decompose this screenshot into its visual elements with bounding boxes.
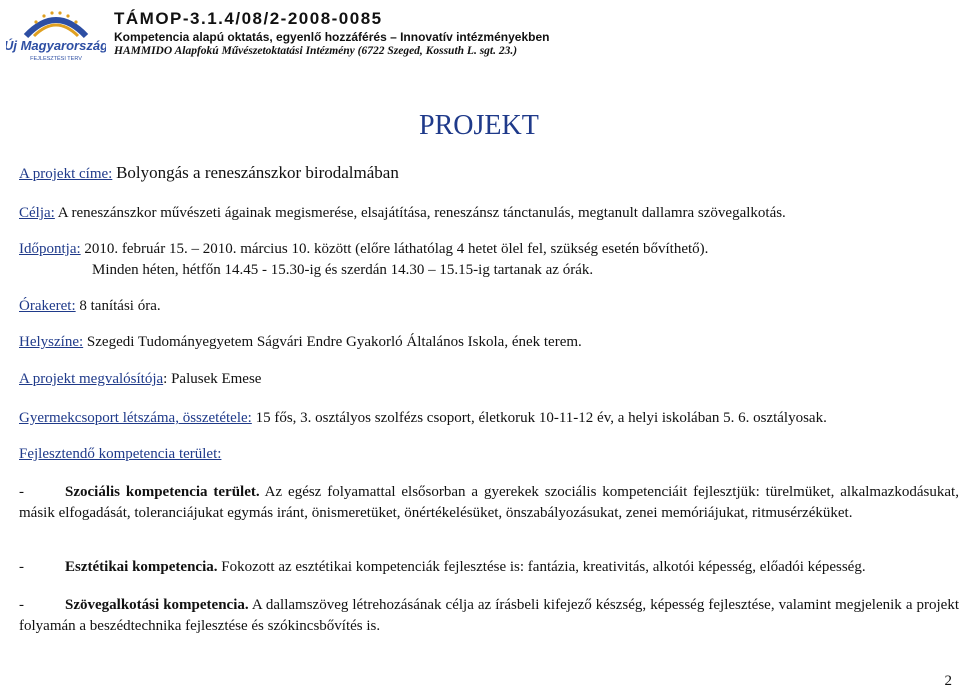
project-name: Bolyongás a reneszánszkor birodalmában bbox=[116, 163, 399, 182]
competence-heading: Fejlesztendő kompetencia terület: bbox=[19, 446, 222, 462]
logo-subtext: FEJLESZTÉSI TERV bbox=[30, 56, 82, 62]
institution-address: HAMMIDO Alapfokú Művészetoktatási Intézmény (6722 Szeged, Kossuth L. sgt. 23.) bbox=[114, 45, 518, 57]
competence-title: Szövegalkotási kompetencia. bbox=[65, 597, 249, 613]
place-row bbox=[19, 334, 582, 351]
competence-item-text bbox=[19, 595, 959, 637]
program-subtitle: Kompetencia alapú oktatás, egyenlő hozzáférés – Innovatív intézményekben bbox=[114, 30, 550, 44]
page-title: PROJEKT bbox=[419, 110, 539, 141]
list-dash: - bbox=[19, 484, 24, 500]
time-text: 2010. február 15. – 2010. március 10. között (előre láthatólag 4 hetet ölel fel, szükség esetén bővíthető). bbox=[84, 241, 709, 257]
group-text: 15 fős, 3. osztályos szolfézs csoport, életkoruk 10-11-12 év, a helyi iskolában 5. 6. osztályosak. bbox=[255, 410, 827, 426]
hours-text: 8 tanítási óra. bbox=[79, 298, 161, 314]
goal-row bbox=[19, 205, 786, 222]
competence-text: A dallamszöveg létrehozásának célja az írásbeli kifejező készség, képesség fejlesztése, valamint megjelenik a projekt folyamán a beszédtechnika fejlesztése és szókincsbővítés is. bbox=[19, 597, 960, 634]
hours-row bbox=[19, 298, 161, 315]
page-number: 2 bbox=[944, 673, 952, 689]
logo-text: Új Magyarország bbox=[6, 38, 106, 53]
competence-text: Fokozott az esztétikai kompetenciák fejlesztése is: fantázia, kreativitás, alkotói képesség, előadói képesség. bbox=[221, 559, 866, 575]
realizer-label: A projekt megvalósítója bbox=[19, 371, 164, 387]
place-text: Szegedi Tudományegyetem Ságvári Endre Gyakorló Általános Iskola, ének terem. bbox=[86, 334, 582, 350]
realizer-row: A projekt megvalósítója: Palusek Emese bbox=[19, 371, 262, 387]
list-dash: - bbox=[19, 597, 24, 613]
place-label: Helyszíne: bbox=[19, 334, 84, 350]
realizer-text: Palusek Emese bbox=[171, 371, 262, 387]
group-label: Gyermekcsoport létszáma, összetétele: bbox=[19, 410, 252, 426]
project-name-row bbox=[19, 163, 399, 183]
time-label: Időpontja: bbox=[19, 241, 81, 257]
list-dash: - bbox=[19, 559, 24, 575]
competence-title: Szociális kompetencia terület. bbox=[65, 484, 260, 500]
uj-magyarorszag-logo bbox=[6, 6, 106, 64]
time-row bbox=[19, 241, 708, 258]
group-row bbox=[19, 410, 827, 427]
hours-label: Órakeret: bbox=[19, 298, 76, 314]
competence-title: Esztétikai kompetencia. bbox=[65, 559, 218, 575]
goal-label: Célja: bbox=[19, 205, 55, 221]
time-schedule: Minden héten, hétfőn 14.45 - 15.30-ig és szerdán 14.30 – 15.15-ig tartanak az órák. bbox=[92, 262, 594, 278]
project-name-label: A projekt címe: bbox=[19, 166, 113, 182]
program-code: TÁMOP-3.1.4/08/2-2008-0085 bbox=[114, 9, 383, 28]
goal-text: A reneszánszkor művészeti ágainak megismerése, elsajátítása, reneszánsz tánctanulás, megtanult dallamra szövegalkotás. bbox=[57, 205, 786, 221]
competence-item-social bbox=[19, 482, 959, 524]
competence-text: Az egész folyamattal elsősorban a gyerekek szociális kompetenciáit fejlesztjük: türelmüket, alkalmazkodásukat, másik elfogadását, toleranciájukat egymás iránt, önismeretüket, önértékelésüket, önszabályozásukat, zenei memóriájukat, ritmusérzéküket. bbox=[19, 484, 959, 521]
competence-item-aesthetic bbox=[19, 557, 959, 578]
